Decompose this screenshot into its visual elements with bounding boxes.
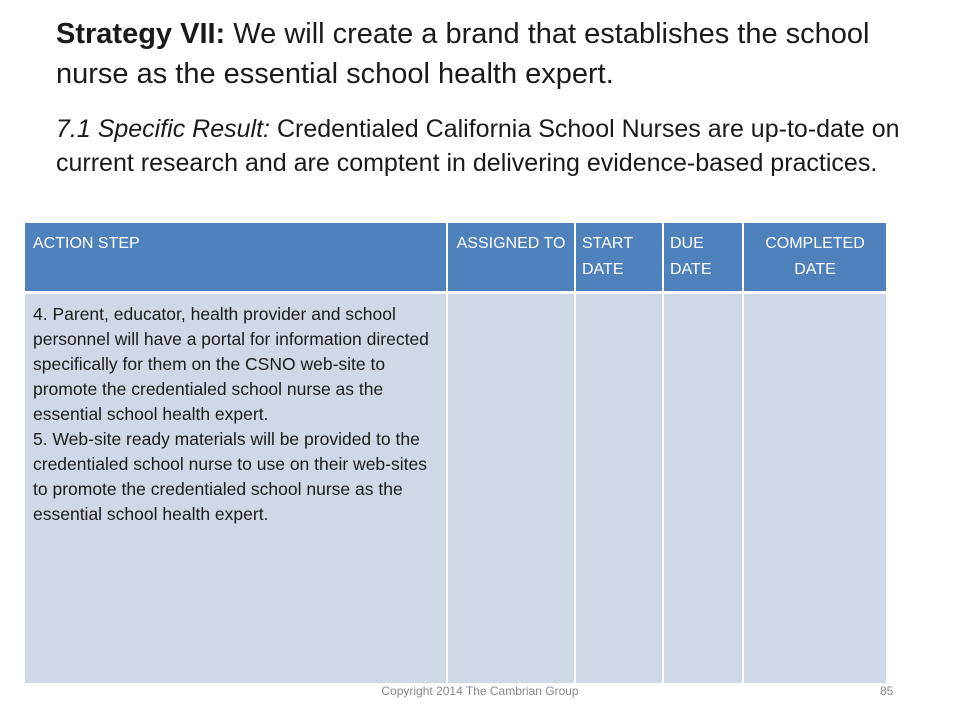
result-text: Credentialed California School Nurses are up-to-date on current research and are comptent in delivering evidence-based practices. — [56, 115, 900, 177]
table-header-row — [25, 223, 887, 293]
page-number: 85 — [880, 684, 894, 698]
slide-subtitle — [56, 112, 916, 180]
due-date-cell — [663, 293, 743, 684]
completed-date-cell — [743, 293, 887, 684]
header-action-step: ACTION STEP — [25, 223, 447, 293]
start-date-cell — [575, 293, 663, 684]
footer-copyright: Copyright 2014 The Cambrian Group — [381, 684, 579, 698]
header-assigned-to: ASSIGNED TO — [447, 223, 575, 293]
header-completed-date: COMPLETED DATE — [743, 223, 887, 293]
slide-title — [56, 14, 916, 94]
header-due-date: DUE DATE — [663, 223, 743, 293]
assigned-to-cell — [447, 293, 575, 684]
action-step-5: 5. Web-site ready materials will be provided to the credentialed school nurse to use on their web-sites to promote the credentialed school nurse as the essential school health expert. — [33, 429, 427, 524]
result-label: 7.1 Specific Result: — [56, 115, 270, 143]
action-step-4: 4. Parent, educator, health provider and school personnel will have a portal for information directed specifically for them on the CSNO web-site to promote the credentialed school nurse as the essential school health expert. — [33, 304, 429, 424]
header-start-date: START DATE — [575, 223, 663, 293]
action-step-cell — [25, 293, 447, 684]
action-plan-table — [25, 223, 888, 683]
table-row — [25, 293, 887, 684]
strategy-text: We will create a brand that establishes the school nurse as the essential school health expert. — [56, 18, 870, 90]
strategy-label: Strategy VII: — [56, 18, 226, 50]
